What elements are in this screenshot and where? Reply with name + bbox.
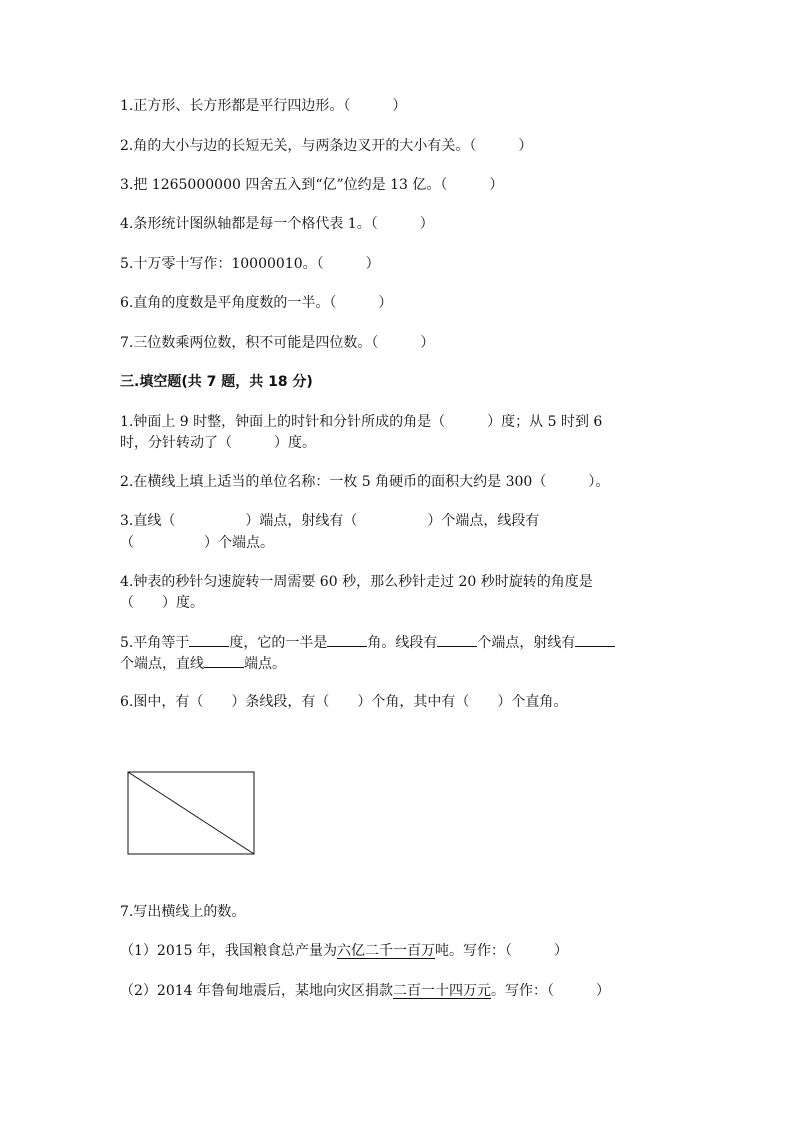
q5-blank-5[interactable] — [204, 653, 244, 668]
q7-2-suffix: 。写作：（ ） — [491, 983, 610, 999]
q5-blank-2[interactable] — [327, 632, 367, 647]
judge-question-7: 7.三位数乘两位数，积不可能是四位数。（ ） — [120, 335, 435, 351]
fill-question-5-line-2 — [120, 653, 286, 674]
fill-question-1-line-1: 1.钟面上 9 时整，钟面上的时针和分针所成的角是（ ）度；从 5 时到 6 — [120, 414, 603, 430]
q5-text-e: 个端点，直线 — [120, 656, 204, 672]
q5-text-d: 个端点，射线有 — [477, 635, 576, 651]
q7-1-suffix: 吨。写作：（ ） — [435, 943, 568, 959]
q5-blank-3[interactable] — [437, 632, 477, 647]
figure-diagonal-segment — [128, 772, 254, 854]
q5-blank-1[interactable] — [189, 632, 229, 647]
fill-question-6: 6.图中，有（ ）条线段，有（ ）个角，其中有（ ）个直角。 — [120, 694, 568, 710]
rectangle-diagonal-figure — [127, 771, 257, 857]
fill-question-3-line-1: 3.直线（ ）端点，射线有（ ）个端点，线段有 — [120, 513, 540, 529]
fill-question-4-line-1: 4.钟表的秒针匀速旋转一周需要 60 秒，那么秒针走过 20 秒时旋转的角度是 — [120, 574, 593, 590]
fill-question-1-line-2: 时，分针转动了（ ）度。 — [120, 435, 316, 451]
judge-question-5: 5.十万零十写作：10000010。（ ） — [120, 256, 380, 272]
q5-text-f: 端点。 — [244, 656, 286, 672]
q5-text-c: 角。线段有 — [367, 635, 438, 651]
judge-question-4: 4.条形统计图纵轴都是每一个格代表 1。（ ） — [120, 216, 434, 232]
q5-text-b: 度，它的一半是 — [229, 635, 328, 651]
section-title: 三.填空题(共 7 题，共 18 分) — [120, 374, 313, 390]
fill-question-2: 2.在横线上填上适当的单位名称：一枚 5 角硬币的面积大约是 300（ ）。 — [120, 474, 610, 490]
q7-1-prefix: （1）2015 年，我国粮食总产量为 — [120, 943, 337, 959]
judge-question-1: 1.正方形、长方形都是平行四边形。（ ） — [120, 98, 407, 114]
fill-question-4-line-2: （ ）度。 — [120, 595, 204, 611]
fill-question-7-title: 7.写出横线上的数。 — [120, 904, 246, 920]
fill-question-7-part-1 — [120, 941, 568, 961]
judge-question-2: 2.角的大小与边的长短无关，与两条边叉开的大小有关。（ ） — [120, 138, 533, 154]
q7-1-underlined-number: 六亿二千一百万 — [337, 943, 435, 959]
q5-blank-4[interactable] — [575, 632, 615, 647]
fill-question-7-part-2 — [120, 981, 610, 1001]
judge-question-6: 6.直角的度数是平角度数的一半。（ ） — [120, 295, 393, 311]
q7-2-underlined-number: 二百一十四万元 — [393, 983, 491, 999]
fill-question-3-line-2: （ ）个端点。 — [120, 535, 274, 551]
q5-text-a: 5.平角等于 — [120, 635, 190, 651]
judge-question-3: 3.把 1265000000 四舍五入到“亿”位约是 13 亿。（ ） — [120, 177, 504, 193]
fill-question-5-line-1 — [120, 632, 615, 653]
q7-2-prefix: （2）2014 年鲁甸地震后，某地向灾区捐款 — [120, 983, 393, 999]
